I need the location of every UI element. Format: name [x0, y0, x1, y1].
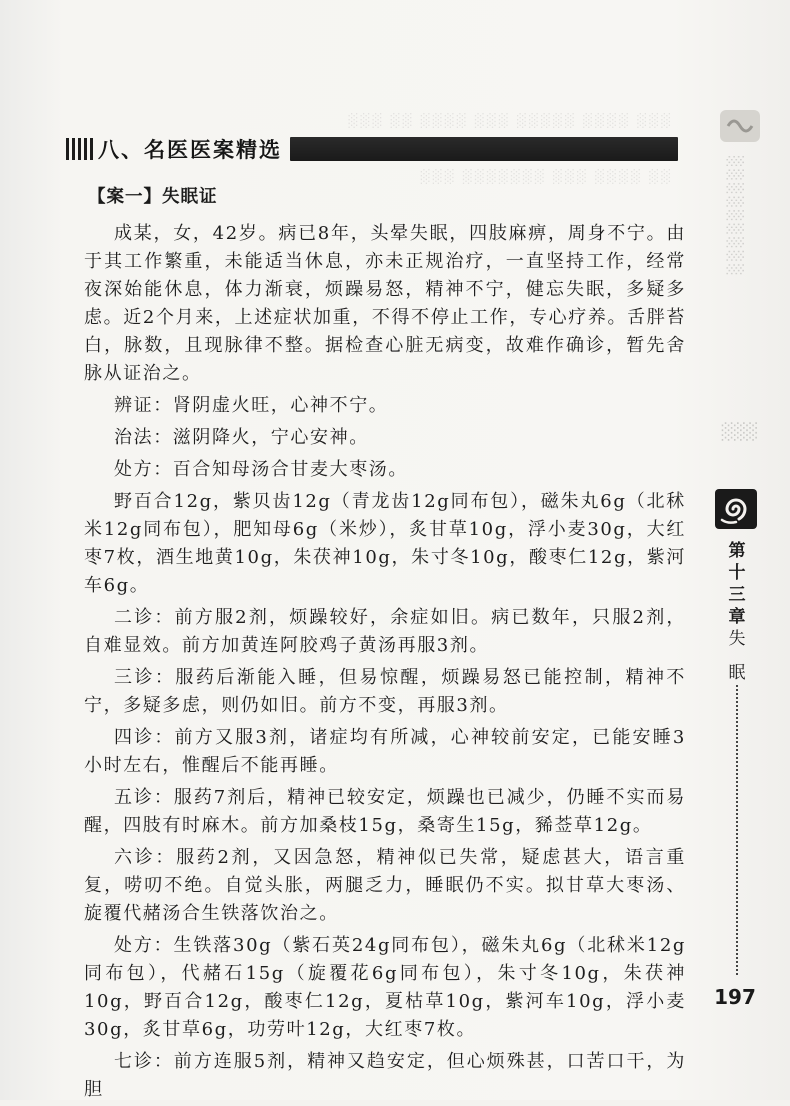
- case-paragraph-prescription: 处方：百合知母汤合甘麦大枣汤。: [114, 459, 408, 480]
- case-paragraph-history: 成某，女，42岁。病已8年，头晕失眠，四肢麻痹，周身不宁。由于其工作繁重，未能适当休息，亦未正规治疗，一直坚持工作，经常夜深始能休息，体力渐衰，烦躁易怒，精神不宁，健忘失眠，多疑多虑。近2个月来，上述症状加重，不得不停止工作，专心疗养。舌胖苔白，脉数，且现脉律不整。据检查心脏无病变，故难作确诊，暂先舍脉从证治之。: [84, 223, 686, 384]
- header-stripes: [66, 138, 94, 160]
- case-paragraph-visit-2: 二诊：前方服2剂，烦躁较好，余症如旧。病已数年，只服2剂，自难显效。前方加黄连阿胶鸡子黄汤再服3剂。: [84, 607, 686, 656]
- case-paragraph-prescription-2: 处方：生铁落30g（紫石英24g同布包），磁朱丸6g（北秫米12g同布包），代赭石15g（旋覆花6g同布包），朱寸冬10g，朱茯神10g，野百合12g，酸枣仁12g，夏枯草10g，紫河车10g，浮小麦30g，炙甘草6g，功劳叶12g，大红枣7枚。: [84, 935, 686, 1040]
- chapter-label: 第十三章: [728, 541, 746, 627]
- section-header: [66, 134, 678, 164]
- case-paragraph-visit-4: 四诊：前方又服3剂，诸症均有所减，心神较前安定，已能安睡3小时左右，惟醒后不能再睡。: [84, 727, 686, 776]
- header-bar: [290, 137, 678, 161]
- case-paragraph-diagnosis: 辨证：肾阴虚火旺，心神不宁。: [114, 395, 389, 416]
- case-title: 【案一】失眠证: [88, 187, 218, 207]
- case-paragraph-visit-7: 七诊：前方连服5剂，精神又趋安定，但心烦殊甚，口苦口干，为胆: [84, 1051, 686, 1100]
- corner-ornament-icon: [718, 106, 762, 146]
- section-title: 八、名医医案精选: [98, 138, 282, 162]
- case-paragraph-treatment: 治法：滋阴降火，宁心安神。: [114, 427, 369, 448]
- page-number: 197: [714, 985, 756, 1009]
- case-paragraph-visit-6: 六诊：服药2剂，又因急怒，精神似已失常，疑虑甚大，语言重复，唠叨不绝。自觉头胀，两腿乏力，睡眠仍不实。拟甘草大枣汤、旋覆代赭汤合生铁落饮治之。: [84, 847, 686, 924]
- case-paragraph-visit-5: 五诊：服药7剂后，精神已较安定，烦躁也已减少，仍睡不实而易醒，四肢有时麻木。前方加桑枝15g，桑寄生15g，豨莶草12g。: [84, 787, 686, 836]
- cloud-spiral-icon: [714, 488, 758, 530]
- chapter-name-char-2: 眠: [728, 663, 746, 683]
- case-paragraph-visit-3: 三诊：服药后渐能入睡，但易惊醒，烦躁易怒已能控制，精神不宁，多疑多虑，则仍如旧。前方不变，再服3剂。: [84, 667, 686, 716]
- bleed-through-page-number: ░░░: [720, 422, 757, 441]
- bleed-through-text: ░░░ ░░░░ ░░░░░ ░░░ ░░░░ ░░ ░░░ ░░ ░░░░ ░░░ ░░░░░░░ ░░░: [345, 114, 670, 185]
- page-margin-rail: [712, 0, 790, 1100]
- chapter-name-char-1: 失: [728, 629, 746, 649]
- bleed-through-side: ░░░░░░░░░: [726, 156, 744, 278]
- case-paragraph-herbs: 野百合12g，紫贝齿12g（青龙齿12g同布包），磁朱丸6g（北秫米12g同布包），肥知母6g（米炒），炙甘草10g，浮小麦30g，大红枣7枚，酒生地黄10g，朱茯神10g，朱寸冬10g，酸枣仁12g，紫河车6g。: [84, 491, 686, 596]
- case-content: [84, 182, 686, 1106]
- dotted-divider: [736, 685, 738, 975]
